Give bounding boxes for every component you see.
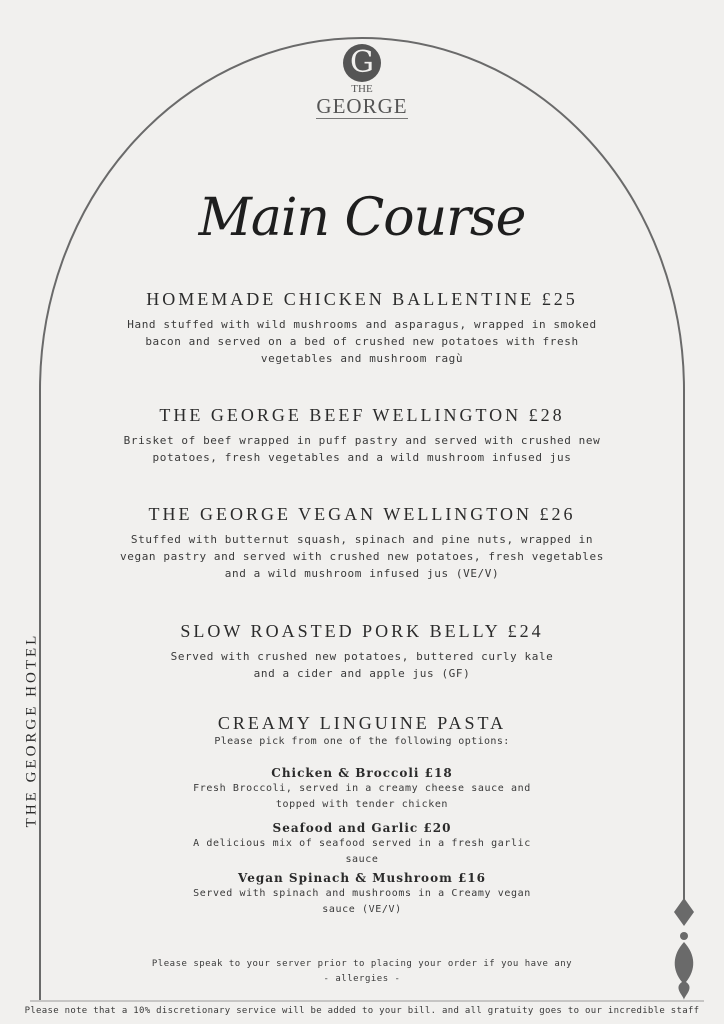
page-title: Main Course (198, 188, 526, 248)
hotel-logo (312, 44, 412, 119)
option-name: Vegan Spinach & Mushroom £16 (238, 871, 486, 885)
side-label-text: THE GEORGE HOTEL (23, 632, 40, 828)
pasta-intro: Please pick from one of the following options: (214, 736, 510, 747)
dish-name: THE GEORGE BEEF WELLINGTON £28 (159, 405, 565, 425)
logo-the: THE (351, 83, 373, 95)
dish-description: Served with crushed new potatoes, buttered curly kale and a cider and apple jus (GF) (170, 650, 554, 680)
dish-description: Hand stuffed with wild mushrooms and asparagus, wrapped in smoked bacon and served on a bed of crushed new potatoes with fresh vegetables and mushroom ragù (127, 318, 597, 365)
dish-name: HOMEMADE CHICKEN BALLENTINE £25 (146, 289, 578, 309)
pasta-option-chicken-broccoli (170, 765, 554, 813)
ornament-icon (674, 898, 694, 1000)
option-description: A delicious mix of seafood served in a fresh garlic sauce (193, 838, 531, 865)
dish-vegan-wellington (100, 503, 624, 582)
option-description: Fresh Broccoli, served in a creamy cheese sauce and topped with tender chicken (193, 783, 531, 810)
service-note: Please note that a 10% discretionary service will be added to your bill. and all gratuity goes to our incredible staff (24, 1006, 700, 1016)
option-name: Seafood and Garlic £20 (272, 821, 452, 835)
dish-name: SLOW ROASTED PORK BELLY £24 (180, 621, 544, 641)
pasta-option-vegan-spinach (170, 870, 554, 918)
dish-description: Stuffed with butternut squash, spinach and pine nuts, wrapped in vegan pastry and served with crushed new potatoes, fresh vegetables and a wild mushroom infused jus (VE/V) (120, 533, 604, 580)
logo-monogram: G (343, 44, 381, 82)
pasta-option-seafood-garlic (170, 820, 554, 868)
dish-linguine-pasta (100, 712, 624, 747)
dish-name: CREAMY LINGUINE PASTA (217, 713, 507, 733)
dish-beef-wellington (100, 404, 624, 466)
option-name: Chicken & Broccoli £18 (271, 766, 453, 780)
logo-name: GEORGE (316, 94, 408, 118)
option-description: Served with spinach and mushrooms in a Creamy vegan sauce (VE/V) (193, 888, 531, 915)
dish-name: THE GEORGE VEGAN WELLINGTON £26 (148, 504, 576, 524)
dish-chicken-ballentine (100, 288, 624, 367)
dish-pork-belly (100, 620, 624, 682)
allergy-note: Please speak to your server prior to placing your order if you have any - allergies - (151, 959, 573, 984)
dish-description: Brisket of beef wrapped in puff pastry and served with crushed new potatoes, fresh vegetables and a wild mushroom infused jus (123, 434, 601, 464)
